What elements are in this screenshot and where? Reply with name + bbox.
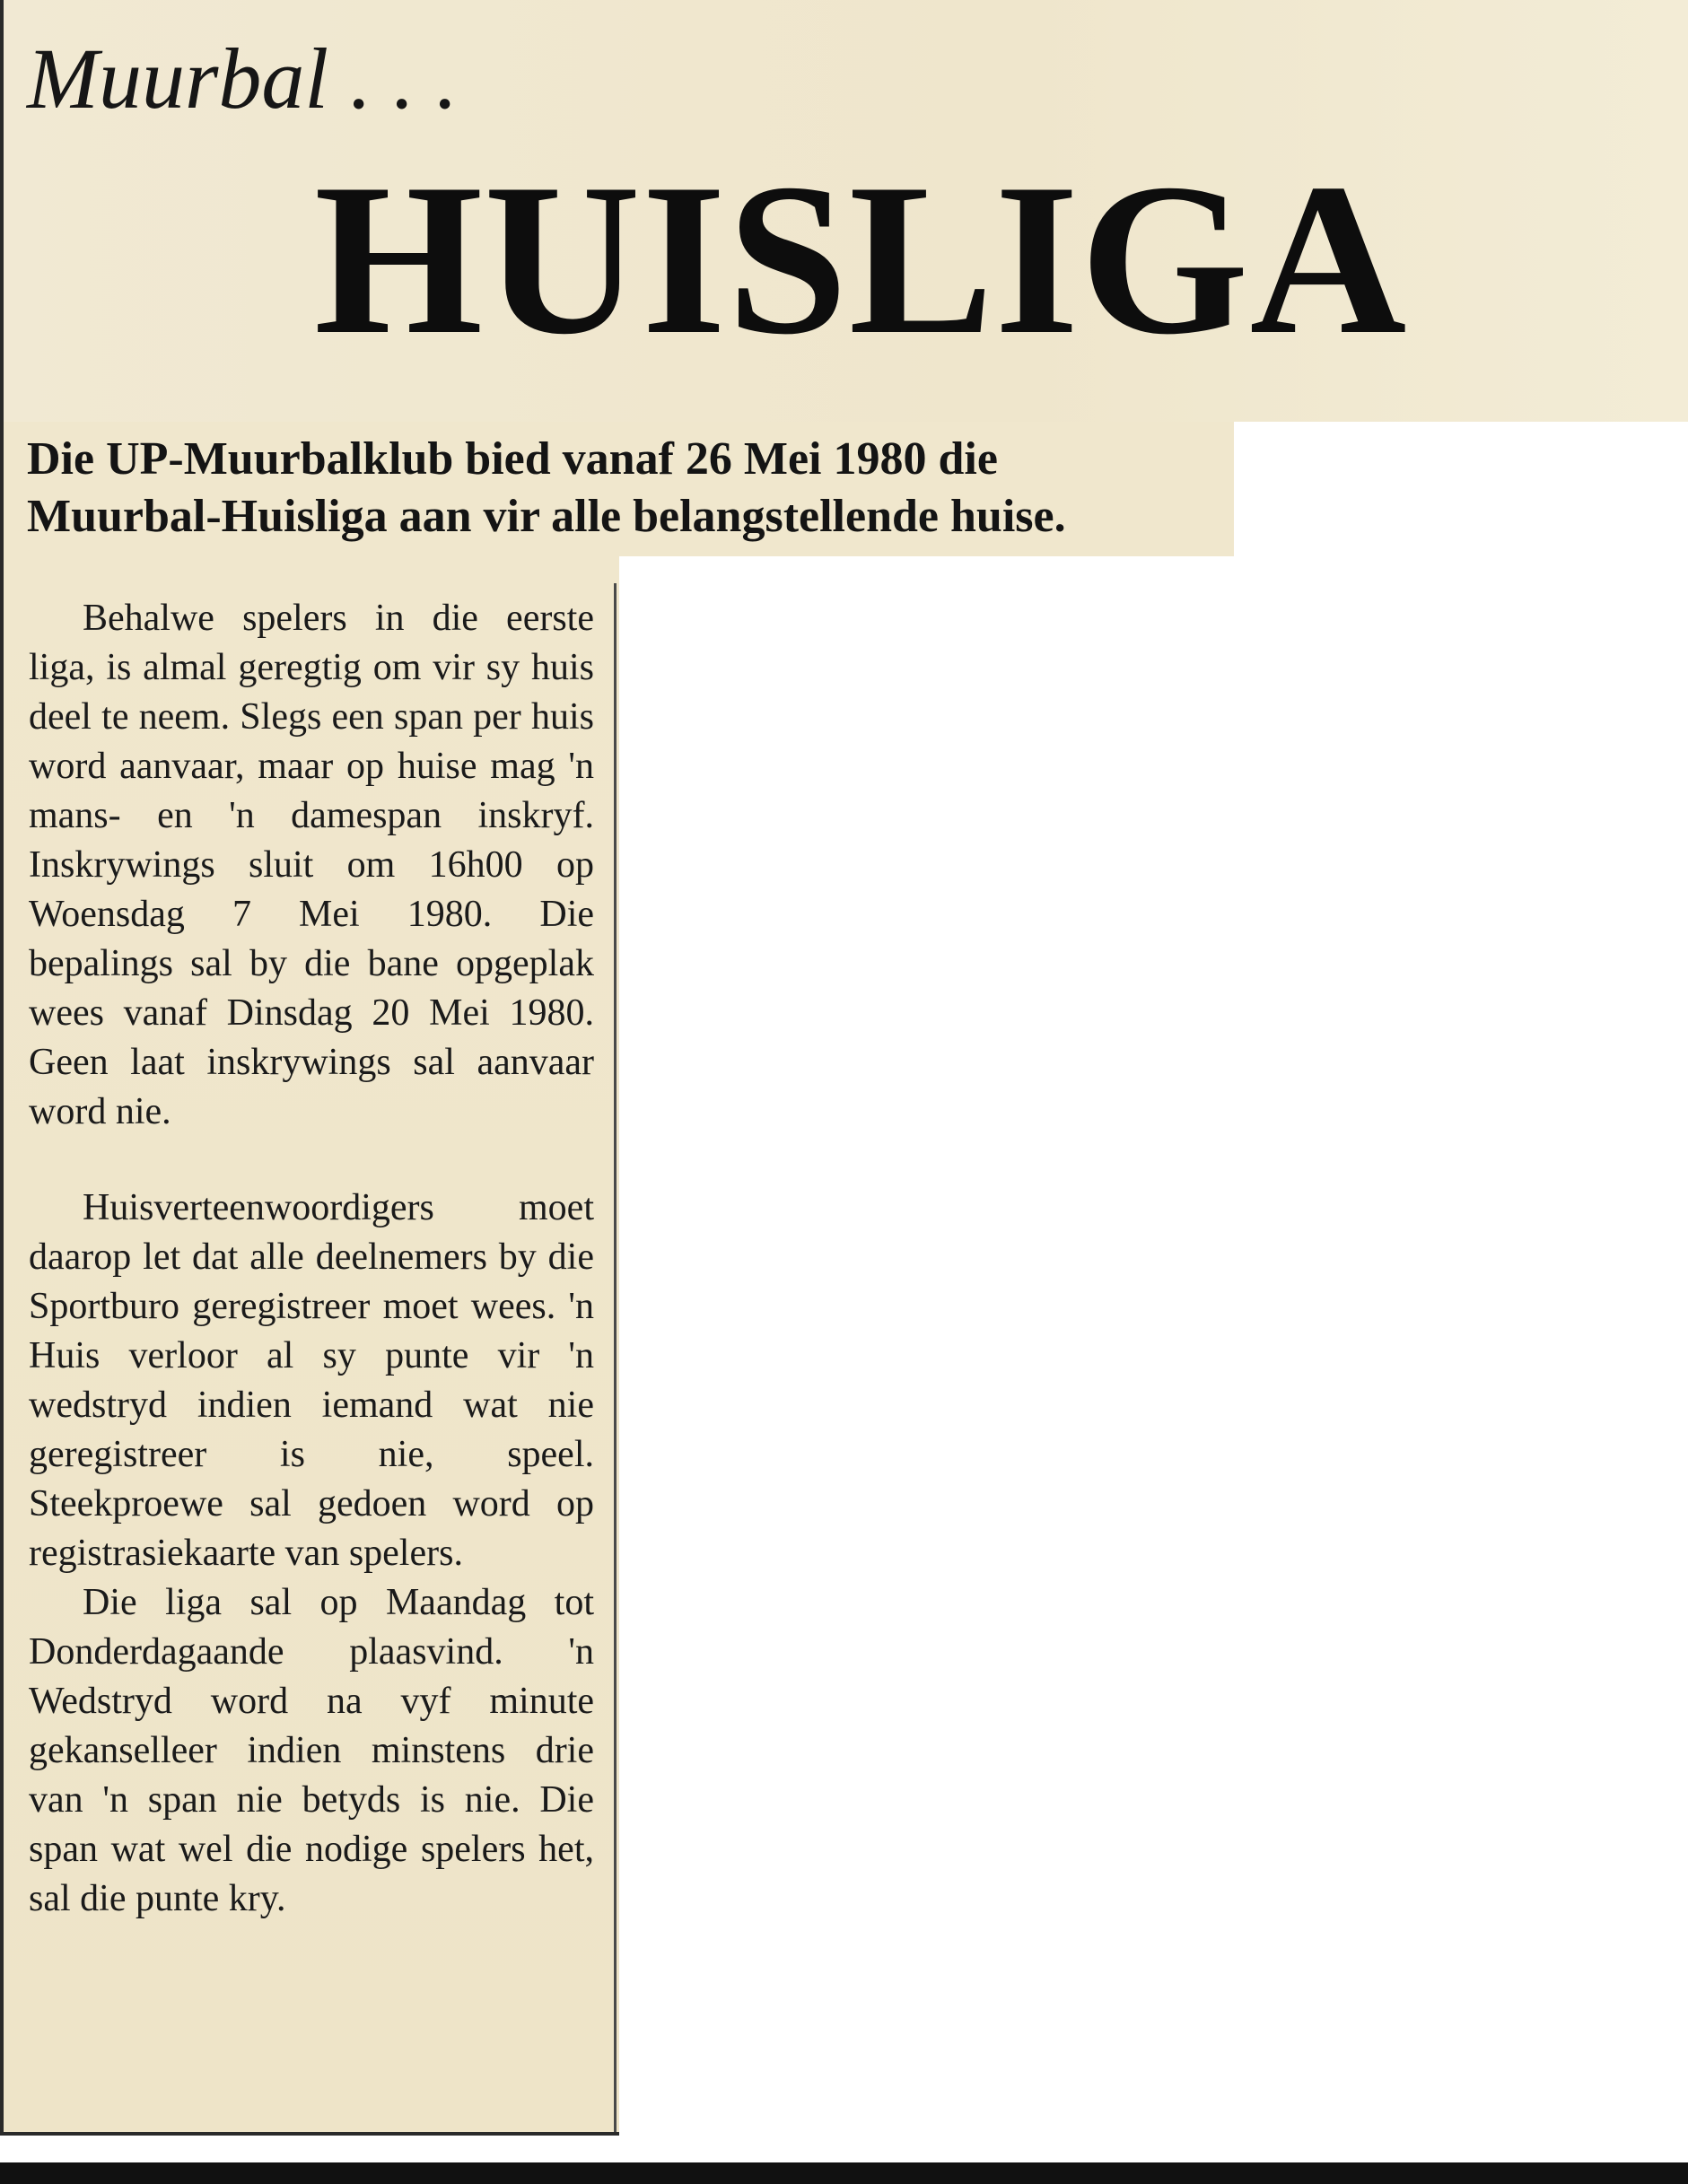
body-paragraph-1: Behalwe spelers in die eerste liga, is almal geregtig om vir sy huis deel te neem. Slegs een span per huis word aanvaar, maar op huise mag 'n mans- en 'n damespan inskryf. Inskrywings sluit om 16h00 op Woensdag 7 Mei 1980. Die bepalings sal by die bane opgeplak wees vanaf Dinsdag 20 Mei 1980. Geen laat inskrywings sal aanvaar word nie.: [29, 598, 594, 1132]
intro-line-1: Die UP-Muurbalklub bied vanaf 26 Mei 1980 die: [27, 433, 998, 485]
body-paragraph-2: Huisverteenwoordigers moet daarop let dat alle deelnemers by die Sportburo geregistreer moet wees. 'n Huis verloor al sy punte vir 'n wedstryd indien iemand wat nie geregistreer is nie, speel. Steekproewe sal gedoen word op registrasiekaarte van spelers.: [29, 1187, 594, 1574]
body-paragraph-3: Die liga sal op Maandag tot Donderdagaande plaasvind. 'n Wedstryd word na vyf minute gekanselleer indien minstens drie van 'n span nie betyds is nie. Die span wat wel die nodige spelers het, sal die punte kry.: [29, 1582, 594, 1919]
bottom-black-band: [0, 2162, 1688, 2184]
left-border-rule: [0, 0, 4, 2136]
intro-line-2: Muurbal-Huisliga aan vir alle belangstellende huise.: [27, 491, 1066, 542]
blank-area-right-of-column: [619, 556, 1688, 2136]
column-divider-rule: [614, 583, 617, 2136]
bottom-border-rule: [0, 2132, 619, 2136]
article-headline: HUISLIGA: [314, 139, 1408, 380]
article-body-column: [29, 594, 594, 1924]
blank-area-right-of-intro: [1234, 422, 1688, 556]
article-intro: [27, 431, 1229, 546]
article-kicker: Muurbal . . .: [27, 31, 458, 127]
